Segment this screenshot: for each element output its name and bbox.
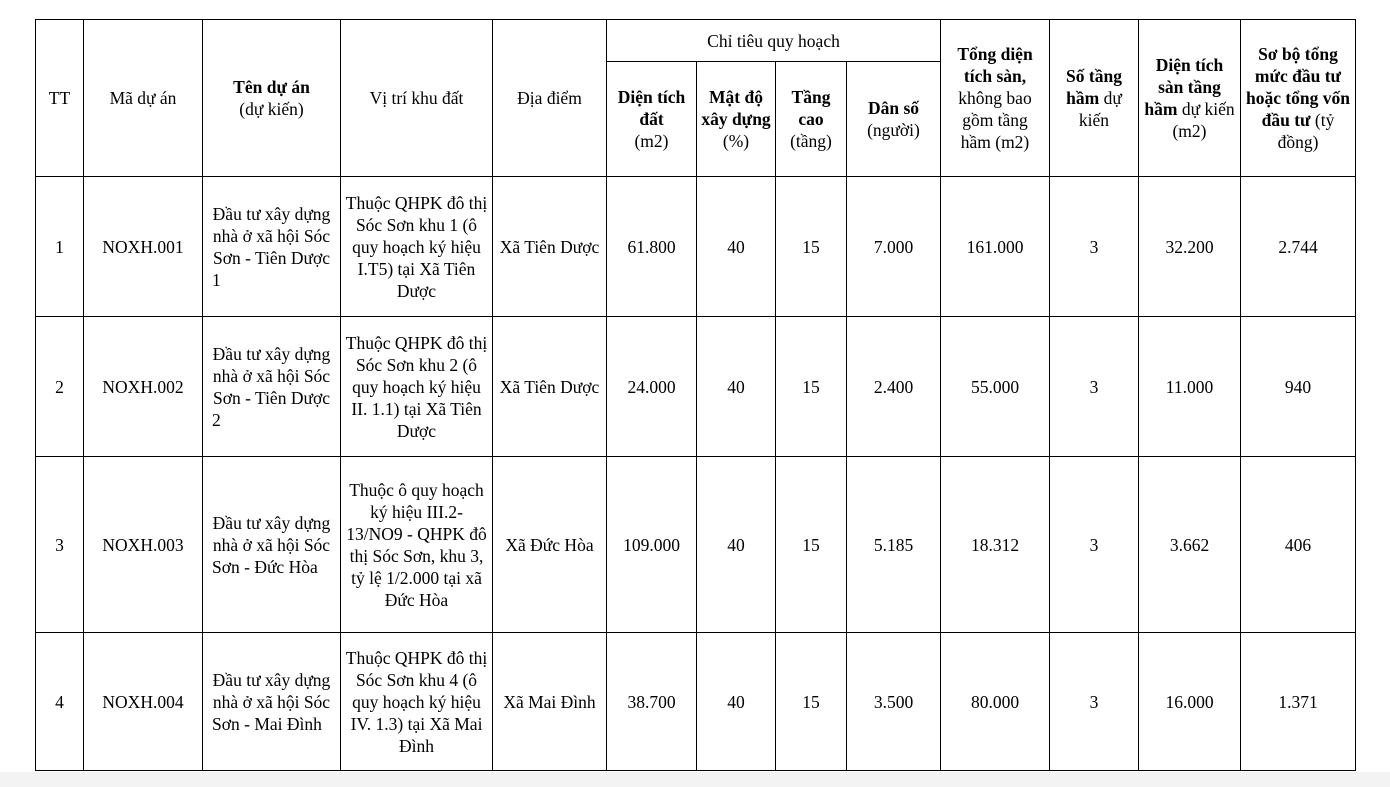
cell-basement-area: 32.200 xyxy=(1139,177,1241,317)
cell-project-code: NOXH.003 xyxy=(84,457,203,633)
header-basement-count-label: Số tầng hầm xyxy=(1066,66,1122,108)
header-land-location: Vị trí khu đất xyxy=(341,20,493,177)
cell-density: 40 xyxy=(697,457,776,633)
cell-basement-count: 3 xyxy=(1050,633,1139,771)
cell-investment: 406 xyxy=(1241,457,1356,633)
page-bottom-margin xyxy=(0,772,1390,787)
table-row xyxy=(36,177,1356,317)
header-population-label: Dân số xyxy=(867,98,920,118)
cell-population: 3.500 xyxy=(847,633,941,771)
cell-project-name: Đầu tư xây dựng nhà ở xã hội Sóc Sơn - Đức Hòa xyxy=(203,457,341,633)
cell-floors: 15 xyxy=(776,317,847,457)
cell-land-location: Thuộc QHPK đô thị Sóc Sơn khu 1 (ô quy hoạch ký hiệu I.T5) tại Xã Tiên Dược xyxy=(341,177,493,317)
header-investment-label: Sơ bộ tổng mức đầu tư hoặc tổng vốn đầu tư xyxy=(1245,44,1351,130)
header-land-area-label: Diện tích đất xyxy=(617,87,686,129)
cell-tt: 4 xyxy=(36,633,84,771)
cell-project-name: Đầu tư xây dựng nhà ở xã hội Sóc Sơn - Mai Đình xyxy=(203,633,341,771)
header-land-area-unit: (m2) xyxy=(634,131,669,151)
header-investment xyxy=(1241,20,1356,177)
cell-density: 40 xyxy=(697,317,776,457)
cell-floors: 15 xyxy=(776,177,847,317)
header-floors xyxy=(776,62,847,177)
cell-total-floor-area: 18.312 xyxy=(941,457,1050,633)
cell-population: 7.000 xyxy=(847,177,941,317)
header-total-floor-area-sub: không bao gồm tầng hầm (m2) xyxy=(958,88,1032,152)
header-density-label: Mật độ xây dựng xyxy=(701,87,771,129)
cell-investment: 1.371 xyxy=(1241,633,1356,771)
header-population-unit: (người) xyxy=(867,120,920,140)
cell-project-name: Đầu tư xây dựng nhà ở xã hội Sóc Sơn - Tiên Dược 2 xyxy=(203,317,341,457)
header-basement-count xyxy=(1050,20,1139,177)
cell-project-code: NOXH.004 xyxy=(84,633,203,771)
cell-basement-area: 3.662 xyxy=(1139,457,1241,633)
table-row xyxy=(36,317,1356,457)
header-total-floor-area xyxy=(941,20,1050,177)
cell-basement-area: 11.000 xyxy=(1139,317,1241,457)
table-row xyxy=(36,633,1356,771)
cell-site: Xã Tiên Dược xyxy=(493,317,607,457)
cell-project-code: NOXH.001 xyxy=(84,177,203,317)
cell-basement-area: 16.000 xyxy=(1139,633,1241,771)
header-site: Địa điểm xyxy=(493,20,607,177)
header-density-unit: (%) xyxy=(722,131,750,151)
cell-land-location: Thuộc ô quy hoạch ký hiệu III.2-13/NO9 - QHPK đô thị Sóc Sơn, khu 3, tỷ lệ 1/2.000 tại xã Đức Hòa xyxy=(341,457,493,633)
cell-total-floor-area: 161.000 xyxy=(941,177,1050,317)
header-basement-count-sub: dự kiến xyxy=(1078,88,1122,130)
cell-population: 5.185 xyxy=(847,457,941,633)
header-population xyxy=(847,62,941,177)
cell-site: Xã Tiên Dược xyxy=(493,177,607,317)
cell-basement-count: 3 xyxy=(1050,317,1139,457)
cell-floors: 15 xyxy=(776,633,847,771)
header-basement-area xyxy=(1139,20,1241,177)
header-planning-indicators: Chỉ tiêu quy hoạch xyxy=(607,20,941,62)
header-project-name-sub: (dự kiến) xyxy=(239,99,304,119)
header-total-floor-area-label: Tổng diện tích sàn, xyxy=(957,44,1033,86)
header-floors-unit: (tầng) xyxy=(790,131,832,151)
header-basement-area-label: Diện tích sàn tầng hầm xyxy=(1144,55,1224,119)
cell-basement-count: 3 xyxy=(1050,177,1139,317)
cell-density: 40 xyxy=(697,177,776,317)
cell-total-floor-area: 55.000 xyxy=(941,317,1050,457)
cell-density: 40 xyxy=(697,633,776,771)
cell-land-area: 38.700 xyxy=(607,633,697,771)
cell-population: 2.400 xyxy=(847,317,941,457)
cell-tt: 2 xyxy=(36,317,84,457)
cell-project-name: Đầu tư xây dựng nhà ở xã hội Sóc Sơn - Tiên Dược 1 xyxy=(203,177,341,317)
cell-land-area: 109.000 xyxy=(607,457,697,633)
header-project-name xyxy=(203,20,341,177)
header-density xyxy=(697,62,776,177)
cell-investment: 2.744 xyxy=(1241,177,1356,317)
header-investment-sub: (tỷ đồng) xyxy=(1277,110,1335,152)
cell-investment: 940 xyxy=(1241,317,1356,457)
cell-floors: 15 xyxy=(776,457,847,633)
cell-land-location: Thuộc QHPK đô thị Sóc Sơn khu 4 (ô quy hoạch ký hiệu IV. 1.3) tại Xã Mai Đình xyxy=(341,633,493,771)
cell-land-location: Thuộc QHPK đô thị Sóc Sơn khu 2 (ô quy hoạch ký hiệu II. 1.1) tại Xã Tiên Dược xyxy=(341,317,493,457)
header-land-area xyxy=(607,62,697,177)
header-floors-label: Tầng cao xyxy=(791,87,831,129)
cell-site: Xã Mai Đình xyxy=(493,633,607,771)
cell-total-floor-area: 80.000 xyxy=(941,633,1050,771)
cell-site: Xã Đức Hòa xyxy=(493,457,607,633)
cell-land-area: 24.000 xyxy=(607,317,697,457)
cell-tt: 3 xyxy=(36,457,84,633)
housing-projects-table xyxy=(35,19,1356,771)
table-row xyxy=(36,457,1356,633)
cell-project-code: NOXH.002 xyxy=(84,317,203,457)
cell-land-area: 61.800 xyxy=(607,177,697,317)
header-tt: TT xyxy=(36,20,84,177)
cell-basement-count: 3 xyxy=(1050,457,1139,633)
header-project-name-label: Tên dự án xyxy=(233,77,310,97)
header-basement-area-sub: dự kiến (m2) xyxy=(1172,99,1235,141)
header-project-code: Mã dự án xyxy=(84,20,203,177)
cell-tt: 1 xyxy=(36,177,84,317)
